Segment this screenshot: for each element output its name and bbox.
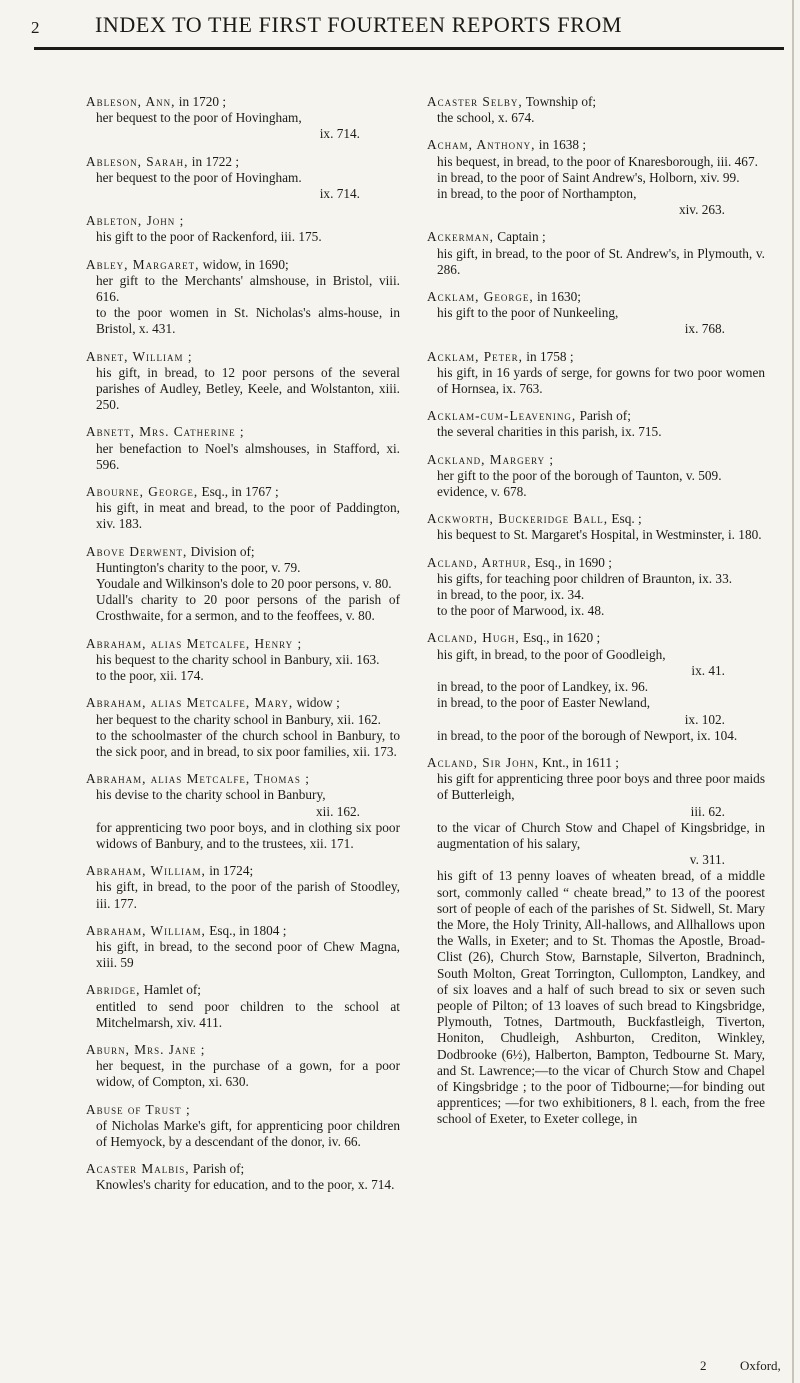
index-entry <box>86 923 400 972</box>
entry-heading <box>86 923 400 939</box>
entry-name: Acland, Sir John, <box>427 754 539 770</box>
entry-heading <box>427 511 765 527</box>
entry-line: his gift, in bread, to the poor of Goodleigh, <box>437 646 666 662</box>
entry-name: Ableson, Sarah, <box>86 153 189 169</box>
entry-reference: xiv. 263. <box>678 202 725 218</box>
entry-line: his gift of 13 penny loaves of wheaten bread, of a middle sort, commonly called “ cheate bread,” to 13 of the poorest sort of people of each of the parishes of St. Sidwell, St. Mary the More, the Holy Trinity, All-hallows, and Allhallows upon the Walls, in Exeter; and to St. Thomas the Apostle, Broad-Clist (26), Church Stow, Barnstaple, Silverton, Bradninch, South Molton, Great Torrington, Cullompton, Landkey, and of six loaves and a half of such bread to six or seven such people of Pilton; of 13 loaves of such bread to Kingsbridge, Plymouth, Totnes, Dartmouth, Buckfastleigh, Tiverton, Honiton, Chudleigh, Ashburton, Crediton, Winkley, Dodbrooke (6½), Halberton, Bampton, Tedbourne St. Mary, and St. Lawrence;—to the vicar of Church Stow and Chapel of Kingsbridge ; to the poor of Tidbourne;—for binding out apprentices; —for two exhibitioners, 8 l. each, from the free school of Exeter, to Exeter college, in <box>437 868 765 1127</box>
entry-reference: ix. 714. <box>319 186 360 202</box>
entry-line: his gift, in meat and bread, to the poor of Paddington, xiv. 183. <box>96 500 400 532</box>
entry-heading <box>86 636 400 652</box>
entry-line: Youdale and Wilkinson's dole to 20 poor persons, v. 80. <box>96 576 392 592</box>
entry-line: the school, x. 674. <box>437 110 535 126</box>
entry-name: Ackworth, Buckeridge Ball, <box>427 511 609 527</box>
entry-heading <box>427 349 765 365</box>
entry-name: Abuse of Trust ; <box>86 1101 191 1117</box>
entry-name: Abraham, alias Metcalfe, Thomas ; <box>86 771 310 787</box>
index-entry <box>86 94 400 143</box>
entry-date: in 1724; <box>205 863 254 879</box>
entry-date: widow ; <box>293 695 340 711</box>
index-entry <box>427 511 765 543</box>
index-entry <box>86 1102 400 1151</box>
entry-heading <box>427 630 765 646</box>
index-entry <box>427 94 765 126</box>
entry-name: Acaster Selby, <box>427 94 523 109</box>
entry-line: his gift, in bread, to the poor of St. Andrew's, in Plymouth, v. 286. <box>437 245 765 277</box>
entry-name: Acklam, Peter, <box>427 348 523 364</box>
entry-heading <box>427 289 765 305</box>
entry-name: Abnet, William ; <box>86 348 193 364</box>
entry-date: Division of; <box>187 543 255 559</box>
entry-line: Huntington's charity to the poor, v. 79. <box>96 559 301 575</box>
entry-date: Esq., in 1767 ; <box>198 484 279 500</box>
entry-name: Abley, Margaret, <box>86 256 200 272</box>
entry-name: Ableton, John ; <box>86 213 185 229</box>
entry-line: Udall's charity to 20 poor persons of the parish of Crosthwaite, for a sermon, and to the feoffees, v. 80. <box>96 592 400 624</box>
entry-reference: ix. 768. <box>684 321 725 337</box>
entry-line: his gift, in bread, to the poor of the parish of Stoodley, iii. 177. <box>96 879 400 911</box>
entry-line: of Nicholas Marke's gift, for apprenticing poor children of Hemyock, by a descendant of the donor, iv. 66. <box>96 1117 400 1149</box>
entry-line: evidence, v. 678. <box>437 484 527 500</box>
index-entry <box>86 484 400 533</box>
entry-line: her bequest to the charity school in Banbury, xii. 162. <box>96 711 381 727</box>
entry-line: his devise to the charity school in Banbury, <box>96 787 326 803</box>
entry-line: in bread, to the poor, ix. 34. <box>437 587 585 603</box>
entry-reference: iii. 62. <box>690 803 725 819</box>
entry-heading <box>86 424 400 440</box>
index-entry <box>86 257 400 338</box>
index-entry <box>86 636 400 685</box>
entry-heading <box>86 154 400 170</box>
entry-line: for apprenticing two poor boys, and in clothing six poor widows of Banbury, and to the trustees, xii. 171. <box>96 819 400 851</box>
entry-date: Parish of; <box>576 408 631 424</box>
running-title: INDEX TO THE FIRST FOURTEEN REPORTS FROM <box>95 12 623 37</box>
entry-reference: ix. 102. <box>684 711 725 727</box>
index-entry <box>86 982 400 1031</box>
entry-heading <box>427 755 765 771</box>
entry-name: Acklam-cum-Leavening, <box>427 408 577 424</box>
entry-date: Knt., in 1611 ; <box>538 754 619 770</box>
entry-line: in bread, to the poor of the borough of Newport, ix. 104. <box>437 727 738 743</box>
entry-line: Knowles's charity for education, and to the poor, x. 714. <box>96 1177 395 1193</box>
entry-line: to the schoolmaster of the church school in Banbury, to the sick poor, and in bread, to six poor families, xii. 173. <box>96 727 400 759</box>
index-entry <box>86 213 400 245</box>
entry-line: his gift for apprenticing three poor boys and three poor maids of Butterleigh, <box>437 771 765 803</box>
entry-name: Abridge, <box>86 982 141 998</box>
entry-date: in 1758 ; <box>522 348 574 364</box>
entry-date: Captain ; <box>493 229 546 245</box>
index-entry <box>86 349 400 414</box>
entry-name: Acklam, George, <box>427 289 534 305</box>
right-column <box>427 94 765 1139</box>
entry-line: her bequest to the poor of Hovingham, <box>96 110 302 126</box>
entry-reference: ix. 41. <box>691 662 725 678</box>
entry-line: his gift, in bread, to 12 poor persons of the several parishes of Audley, Betley, Keele, and Wolstanton, xiii. 250. <box>96 364 400 413</box>
entry-heading <box>86 484 400 500</box>
entry-line: her benefaction to Noel's almshouses, in Stafford, xi. 596. <box>96 440 400 472</box>
entry-name: Acland, Arthur, <box>427 554 532 570</box>
entry-date: Hamlet of; <box>140 982 201 998</box>
index-entry <box>86 544 400 625</box>
entry-date: Parish of; <box>189 1161 245 1177</box>
header-rule <box>34 47 784 50</box>
entry-line: her gift to the Merchants' almshouse, in Bristol, viii. 616. <box>96 272 400 305</box>
entry-heading <box>86 544 400 560</box>
entry-heading <box>86 863 400 879</box>
entry-date: in 1630; <box>533 289 581 305</box>
entry-line: his bequest, in bread, to the poor of Knaresborough, iii. 467. <box>437 153 758 169</box>
entry-line: his gift to the poor of Nunkeeling, <box>437 305 619 321</box>
entry-heading <box>427 452 765 468</box>
entry-reference: v. 311. <box>689 852 725 868</box>
entry-line: in bread, to the poor of Northampton, <box>437 186 637 202</box>
page-header <box>0 6 800 46</box>
entry-heading <box>86 1042 400 1058</box>
page-edge-line <box>792 0 794 1383</box>
entry-date: Esq. ; <box>608 511 642 527</box>
index-entry <box>427 555 765 620</box>
index-entry <box>427 289 765 338</box>
entry-name: Aburn, Mrs. Jane ; <box>86 1041 206 1057</box>
entry-heading <box>427 94 765 110</box>
entry-line: to the vicar of Church Stow and Chapel of Kingsbridge, in augmentation of his salary, <box>437 819 765 851</box>
entry-heading <box>86 349 400 365</box>
signature-mark: 2 <box>700 1358 707 1373</box>
entry-date: in 1720 ; <box>175 94 227 109</box>
entry-name: Above Derwent, <box>86 543 188 559</box>
index-entry <box>427 349 765 398</box>
entry-heading <box>86 94 400 110</box>
entry-line: in bread, to the poor of Saint Andrew's, Holborn, xiv. 99. <box>437 169 740 185</box>
index-entry <box>427 229 765 278</box>
entry-date: Township of; <box>522 94 597 109</box>
entry-line: to the poor of Marwood, ix. 48. <box>437 603 605 619</box>
entry-date: in 1722 ; <box>188 153 240 169</box>
entry-name: Abraham, alias Metcalfe, Mary, <box>86 695 294 711</box>
entry-line: his gift, in bread, to the second poor of Chew Magna, xiii. 59 <box>96 938 400 971</box>
index-entry <box>86 1042 400 1091</box>
entry-heading <box>86 257 400 273</box>
index-entry <box>86 1161 400 1193</box>
entry-line: to the poor, xii. 174. <box>96 668 204 684</box>
entry-line: her bequest, in the purchase of a gown, for a poor widow, of Compton, xi. 630. <box>96 1058 400 1090</box>
entry-line: her bequest to the poor of Hovingham. <box>96 169 302 185</box>
index-entry <box>427 630 765 743</box>
index-entry <box>86 424 400 473</box>
entry-line: his gift to the poor of Rackenford, iii. 175. <box>96 229 322 245</box>
index-entry <box>427 755 765 1128</box>
entry-line: entitled to send poor children to the school at Mitchelmarsh, xiv. 411. <box>96 998 400 1030</box>
entry-date: Esq., in 1804 ; <box>205 922 287 938</box>
index-entry <box>86 771 400 852</box>
entry-heading <box>427 137 765 153</box>
entry-line: his bequest to St. Margaret's Hospital, in Westminster, i. 180. <box>437 527 762 543</box>
page-number: 2 <box>31 18 40 37</box>
entry-line: his gift, in 16 yards of serge, for gowns for two poor women of Hornsea, ix. 763. <box>437 364 765 397</box>
entry-name: Ackland, Margery ; <box>427 451 555 467</box>
entry-heading <box>86 213 400 229</box>
entry-name: Abourne, George, <box>86 484 199 500</box>
index-entry <box>86 695 400 760</box>
entry-heading <box>86 771 400 787</box>
index-entry <box>86 863 400 912</box>
index-entry <box>427 408 765 440</box>
left-column <box>86 94 400 1205</box>
index-entry <box>86 154 400 203</box>
entry-line: in bread, to the poor of Easter Newland, <box>437 695 651 711</box>
entry-heading <box>86 1161 400 1177</box>
catchword: Oxford, <box>740 1358 781 1373</box>
entry-name: Acham, Anthony, <box>427 137 536 153</box>
entry-heading <box>86 982 400 998</box>
entry-line: her gift to the poor of the borough of Taunton, v. 509. <box>437 467 722 483</box>
entry-name: Abraham, William, <box>86 922 206 938</box>
entry-name: Abraham, William, <box>86 863 206 879</box>
entry-heading <box>86 695 400 711</box>
entry-date: Esq., in 1620 ; <box>519 630 601 646</box>
entry-name: Abraham, alias Metcalfe, Henry ; <box>86 635 303 651</box>
entry-name: Abnett, Mrs. Catherine ; <box>86 424 245 440</box>
entry-line: the several charities in this parish, ix. 715. <box>437 424 662 440</box>
entry-heading <box>427 555 765 571</box>
entry-name: Ableson, Ann, <box>86 94 176 109</box>
entry-name: Acaster Malbis, <box>86 1161 190 1177</box>
entry-reference: xii. 162. <box>316 803 360 819</box>
entry-line: his bequest to the charity school in Banbury, xii. 163. <box>96 651 380 667</box>
entry-line: in bread, to the poor of Landkey, ix. 96. <box>437 679 649 695</box>
entry-name: Ackerman, <box>427 229 494 245</box>
entry-heading <box>86 1102 400 1118</box>
entry-date: Esq., in 1690 ; <box>531 554 612 570</box>
entry-heading <box>427 229 765 245</box>
entry-reference: ix. 714. <box>319 126 360 142</box>
index-entry <box>427 137 765 218</box>
entry-line: to the poor women in St. Nicholas's alms-house, in Bristol, x. 431. <box>96 305 400 337</box>
entry-name: Acland, Hugh, <box>427 630 520 646</box>
index-entry <box>427 452 765 501</box>
entry-heading <box>427 408 765 424</box>
entry-date: widow, in 1690; <box>199 256 289 272</box>
entry-line: his gifts, for teaching poor children of Braunton, ix. 33. <box>437 570 733 586</box>
entry-date: in 1638 ; <box>535 137 587 153</box>
